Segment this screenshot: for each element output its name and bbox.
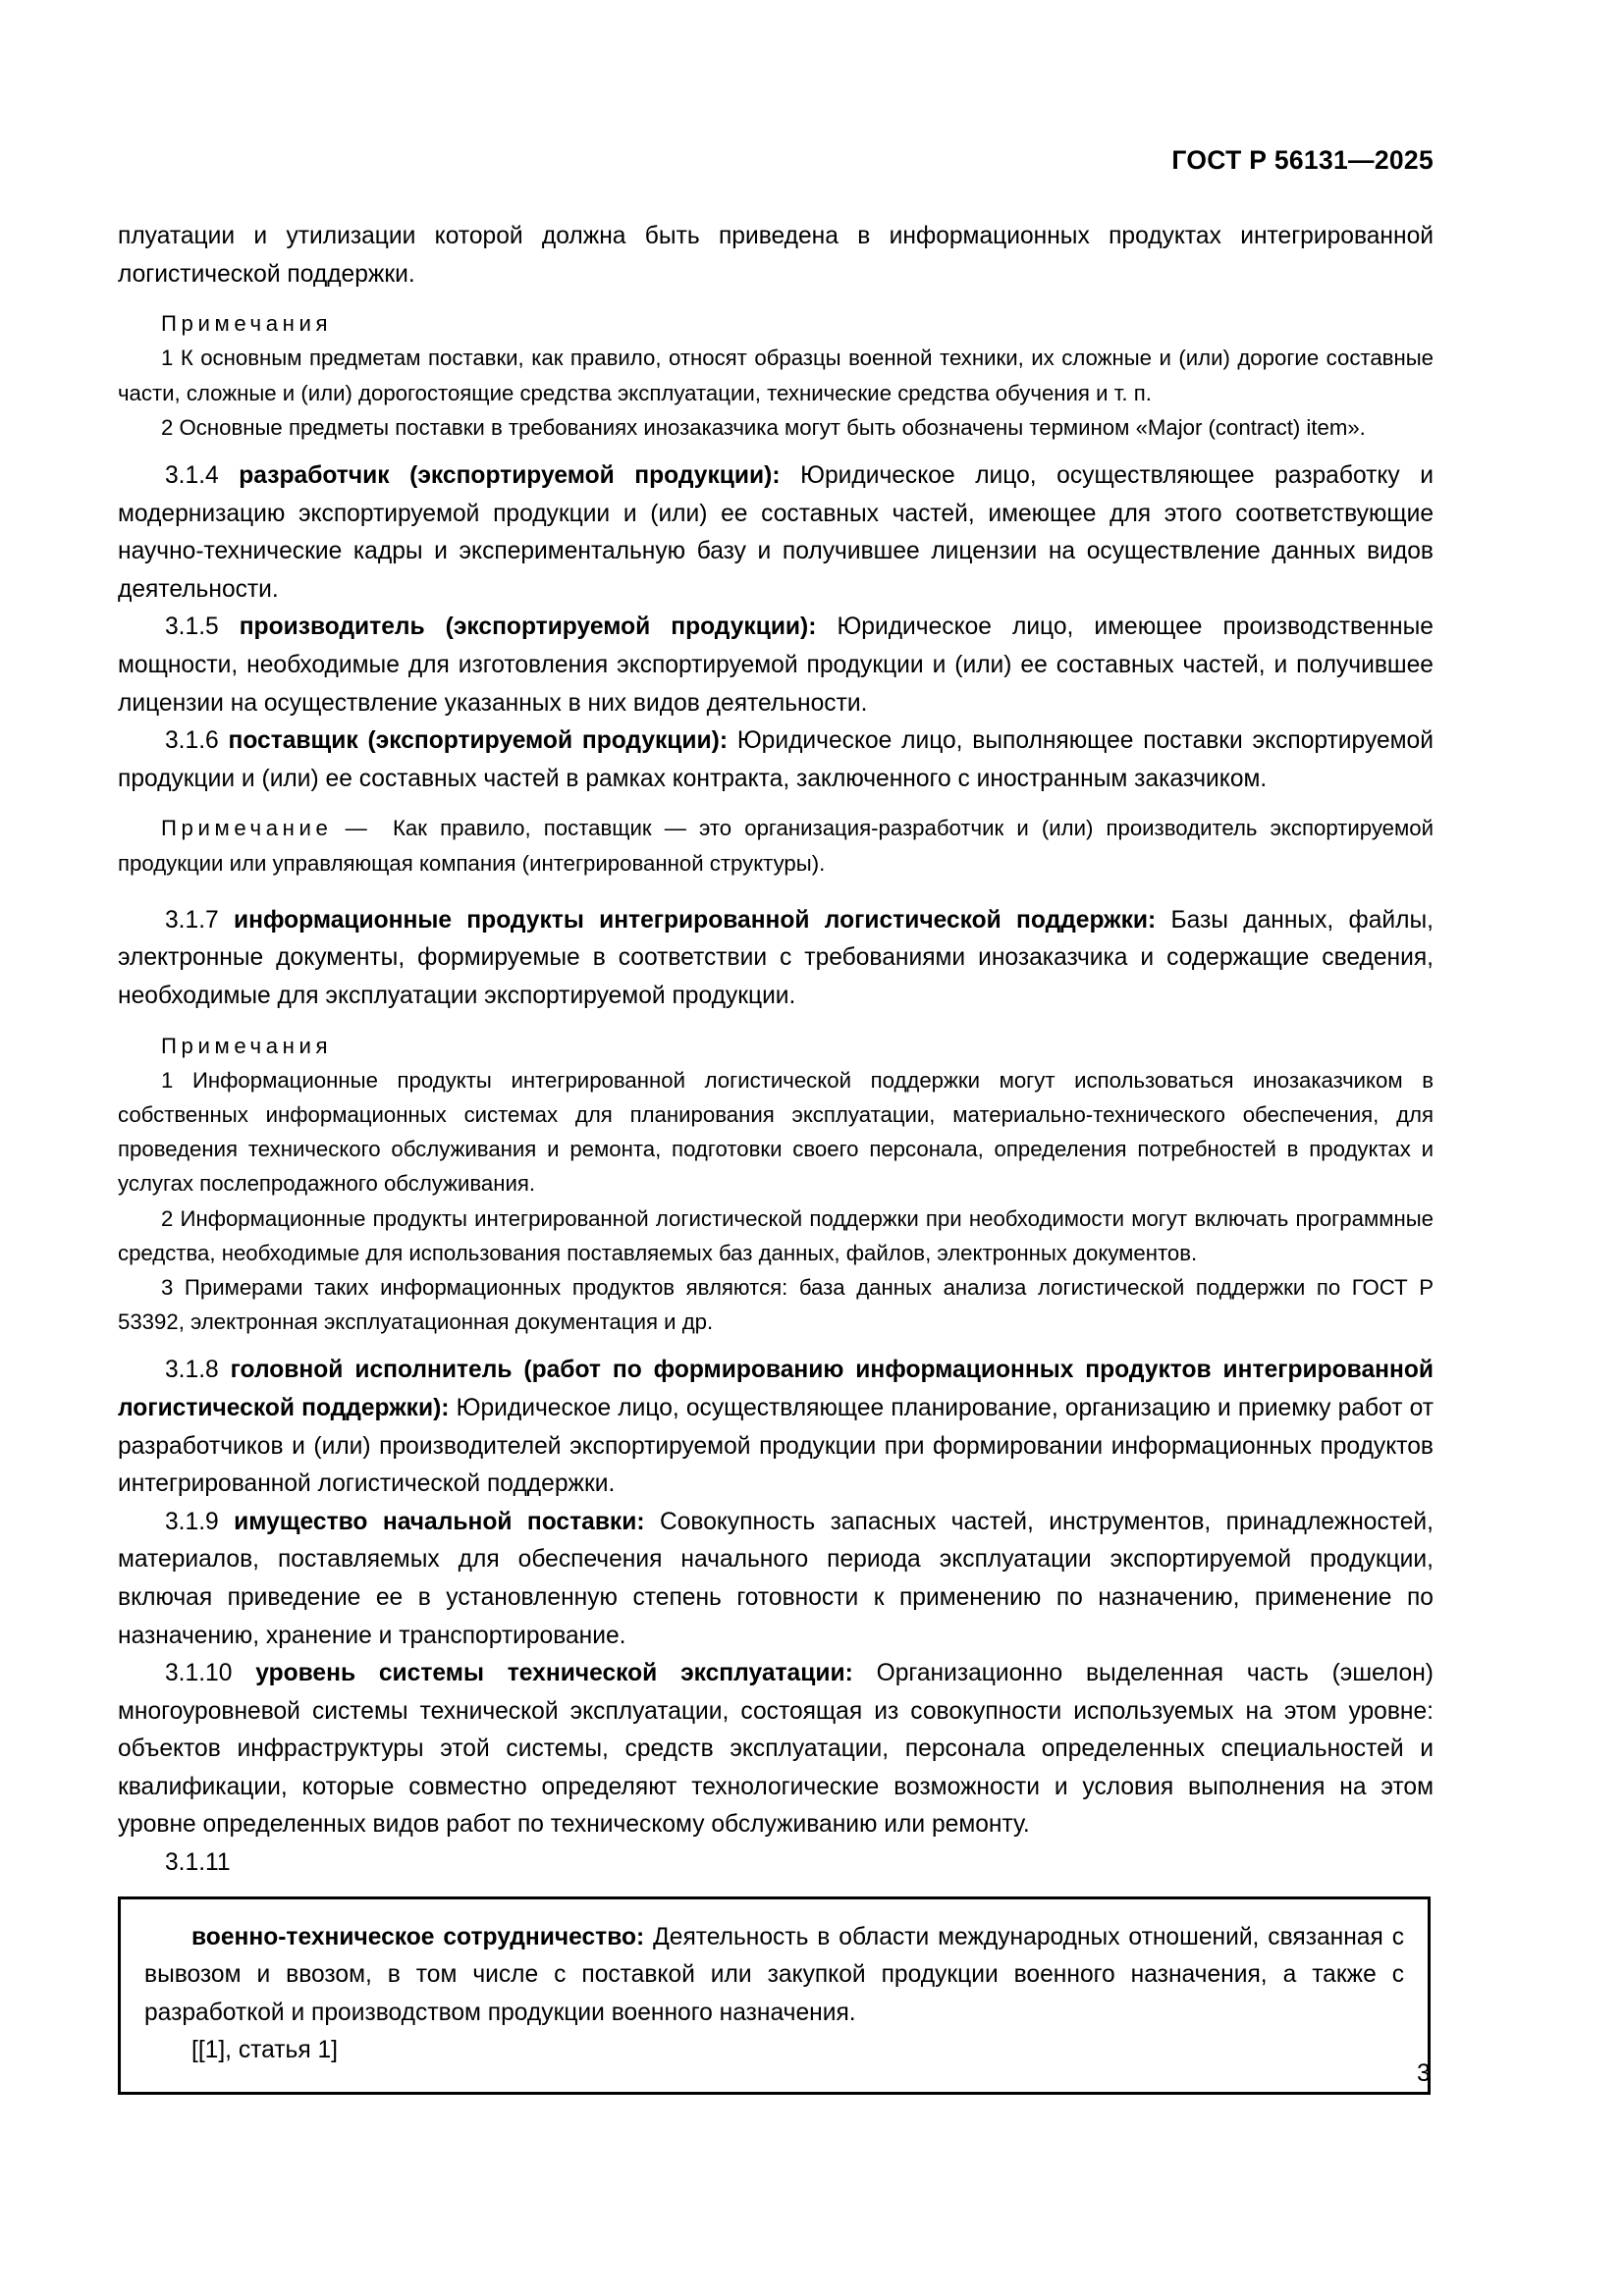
- note-single-text: Как правило, поставщик — это организация-разработчик и (или) производитель экспортируемой продукции или управляющая компания (интегрированной структуры).: [118, 816, 1434, 876]
- page-number: 3: [1417, 2059, 1431, 2087]
- clause-3-1-8: [118, 1352, 1434, 1503]
- notes-heading-2: Примечания: [161, 1033, 333, 1058]
- boxed-term: военно-техническое сотрудничество:: [191, 1923, 645, 1950]
- note-item: 1 К основным предметам поставки, как правило, относят образцы военной техники, их сложные и (или) дорогие составные части, сложные и (или) дорогостоящие средства эксплуатации, технические средства обучения и т. п.: [118, 346, 1434, 405]
- standard-header: ГОСТ Р 56131—2025: [1171, 145, 1434, 175]
- clause-term: уровень системы технической эксплуатации:: [255, 1660, 853, 1687]
- clause-term: головной исполнитель (работ по формированию информационных продуктов интегрированной логистической поддержки):: [118, 1357, 1435, 1421]
- clause-3-1-9: [118, 1504, 1434, 1655]
- clause-3-1-5: [118, 609, 1434, 722]
- boxed-definition: [118, 1896, 1431, 2095]
- clause-3-1-4: [118, 457, 1434, 609]
- clause-number: 3.1.8: [165, 1357, 219, 1384]
- clause-number: 3.1.4: [165, 462, 219, 489]
- note-item: 3 Примерами таких информационных продуктов являются: база данных анализа логистической поддержки по ГОСТ Р 53392, электронная эксплуатационная документация и др.: [118, 1274, 1434, 1335]
- note-dash: —: [345, 816, 367, 841]
- boxed-definition-text: [144, 1919, 1404, 2033]
- clause-number: 3.1.5: [165, 614, 219, 641]
- boxed-reference: [[1], статья 1]: [191, 2037, 339, 2064]
- clause-number: 3.1.7: [165, 906, 219, 934]
- clause-definition: Базы данных, файлы, электронные документы, формируемые в соответствии с требованиями инозаказчика и содержащие сведения, необходимые для эксплуатации экспортируемой продукции.: [118, 906, 1434, 1009]
- boxed-definition-body: Деятельность в области международных отношений, связанная с вывозом и ввозом, в том числе с поставкой или закупкой продукции военного назначения, а также с разработкой и производством продукции военного назначения.: [144, 1923, 1404, 2026]
- clause-term: разработчик (экспортируемой продукции):: [239, 462, 781, 489]
- clause-definition: Совокупность запасных частей, инструментов, принадлежностей, материалов, поставляемых для обеспечения начального периода эксплуатации экспортируемой продукции, включая приведение ее в установленную степень готовности к применению по назначению, применение по назначению, хранение и транспортирование.: [118, 1508, 1435, 1649]
- clause-number: 3.1.6: [165, 727, 219, 755]
- clause-3-1-11-number: 3.1.11: [165, 1849, 231, 1877]
- clause-term: поставщик (экспортируемой продукции):: [228, 727, 729, 755]
- clause-definition: Юридическое лицо, осуществляющее планирование, организацию и приемку работ от разработчиков и (или) производителей экспортируемой продукции при формировании информационных продуктов интегрированной логистической поддержки.: [118, 1394, 1434, 1498]
- clause-3-1-10: [118, 1655, 1434, 1844]
- clause-number: 3.1.9: [165, 1508, 219, 1535]
- clause-3-1-7: [118, 902, 1434, 1016]
- clause-term: производитель (экспортируемой продукции):: [239, 614, 817, 641]
- clause-3-1-6: [118, 722, 1434, 798]
- note-item: 2 Информационные продукты интегрированной логистической поддержки при необходимости могут включать программные средства, необходимые для использования поставляемых баз данных, файлов, электронных документов.: [118, 1205, 1434, 1265]
- note-item: 2 Основные предметы поставки в требованиях инозаказчика могут быть обозначены термином «Major (contract) item».: [161, 414, 1366, 440]
- clause-definition: Юридическое лицо, осуществляющее разработку и модернизацию экспортируемой продукции и (или) ее составных частей, имеющее для этого соответствующие научно-технические кадры и экспериментальную базу и получившее лицензии на осуществление данных видов деятельности.: [118, 462, 1434, 603]
- page-content: [118, 218, 1434, 2095]
- note-single: [118, 811, 1434, 880]
- clause-term: информационные продукты интегрированной логистической поддержки:: [233, 906, 1157, 934]
- clause-definition: Юридическое лицо, выполняющее поставки экспортируемой продукции и (или) ее составных частей в рамках контракта, заключенного с иностранным заказчиком.: [118, 727, 1434, 792]
- clause-number: 3.1.10: [165, 1660, 233, 1687]
- note-single-heading: Примечание: [161, 816, 333, 841]
- clause-definition: Юридическое лицо, имеющее производственные мощности, необходимые для изготовления экспортируемой продукции и (или) ее составных частей, и получившее лицензии на осуществление указанных в них видов деятельности.: [118, 614, 1434, 717]
- clause-definition: Организационно выделенная часть (эшелон) многоуровневой системы технической эксплуатации, состоящая из совокупности используемых на этом уровне: объектов инфраструктуры этой системы, средств эксплуатации, персонала определенных специальностей и квалификации, которые совместно определяют технологические возможности и условия выполнения на этом уровне определенных видов работ по техническому обслуживанию или ремонту.: [118, 1660, 1434, 1839]
- continued-paragraph: плуатации и утилизации которой должна быть приведена в информационных продуктах интегрированной логистической поддержки.: [118, 223, 1434, 288]
- note-item: 1 Информационные продукты интегрированной логистической поддержки могут использоваться инозаказчиком в собственных информационных системах для планирования эксплуатации, материально-технического обеспечения, для проведения технического обслуживания и ремонта, подготовки своего персонала, определения потребностей в продуктах и услугах послепродажного обслуживания.: [118, 1067, 1434, 1197]
- notes-heading-1: Примечания: [161, 311, 333, 337]
- clause-term: имущество начальной поставки:: [234, 1508, 645, 1535]
